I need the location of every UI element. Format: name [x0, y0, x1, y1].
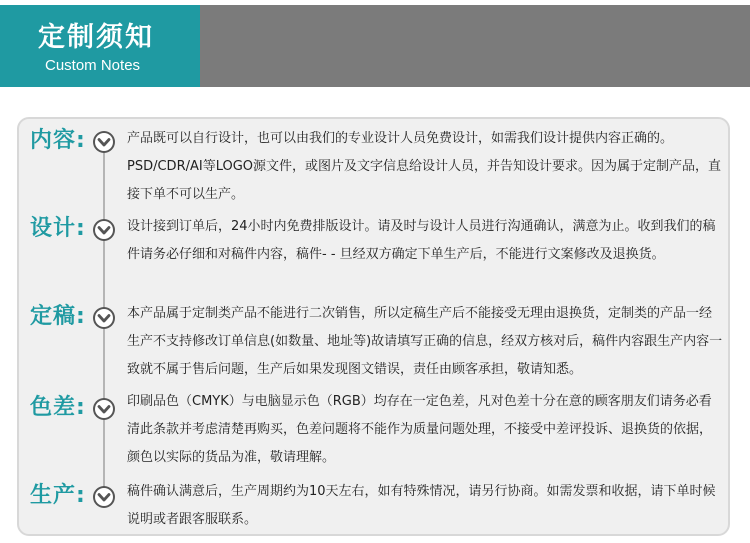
section-text-production: 稿件确认满意后，生产周期约为10天左右，如有特殊情况，请另行协商。如需发票和收据，请下单时候说明或者跟客服联系。: [127, 484, 716, 527]
section-text-content: 产品既可以自行设计，也可以由我们的专业设计人员免费设计，如需我们设计提供内容正确的。PSD/CDR/AI等LOGO源文件，或图片及文字信息给设计人员，并告知设计要求。因为属于定制产品，直接下单不可以生产。: [127, 131, 722, 202]
header-banner: [0, 5, 750, 87]
chevron-down-circle-icon: [92, 397, 116, 421]
section-text-final: 本产品属于定制类产品不能进行二次销售，所以定稿生产后不能接受无理由退换货，定制类的产品一经生产不支持修改订单信息(如数量、地址等)故请填写正确的信息，经双方核对后，稿件内容跟生产内容一致就不属于售后问题，生产后如果发现图文错误，责任由顾客承担，敬请知悉。: [127, 306, 723, 377]
section-label-design: 设计:: [30, 216, 86, 241]
section-label-final: 定稿:: [30, 304, 86, 329]
chevron-down-circle-icon: [92, 485, 116, 509]
page-subtitle: Custom Notes: [45, 57, 141, 74]
chevron-down-circle-icon: [92, 130, 116, 154]
section-text-design: 设计接到订单后，24小时内免费排版设计。请及时与设计人员进行沟通确认，满意为止。收到我们的稿件请务必仔细和对稿件内容，稿件- - 旦经双方确定下单生产后，不能进行文案修改及退换货。: [127, 219, 716, 262]
chevron-down-circle-icon: [92, 218, 116, 242]
header-title-block: [0, 5, 200, 87]
section-label-content: 内容:: [30, 128, 86, 153]
section-text-color: 印刷品色（CMYK）与电脑显示色（RGB）均存在一定色差，凡对色差十分在意的顾客朋友们请务必看清此条款并考虑清楚再购买，色差问题将不能作为质量问题处理，不接受中差评投诉、退换货的依据，颜色以实际的货品为准，敬请理解。: [127, 394, 713, 465]
section-label-color: 色差:: [30, 395, 86, 420]
chevron-down-circle-icon: [92, 306, 116, 330]
page-title: 定制须知: [38, 22, 154, 53]
header-bar: [200, 5, 750, 87]
section-label-production: 生产:: [30, 483, 86, 508]
